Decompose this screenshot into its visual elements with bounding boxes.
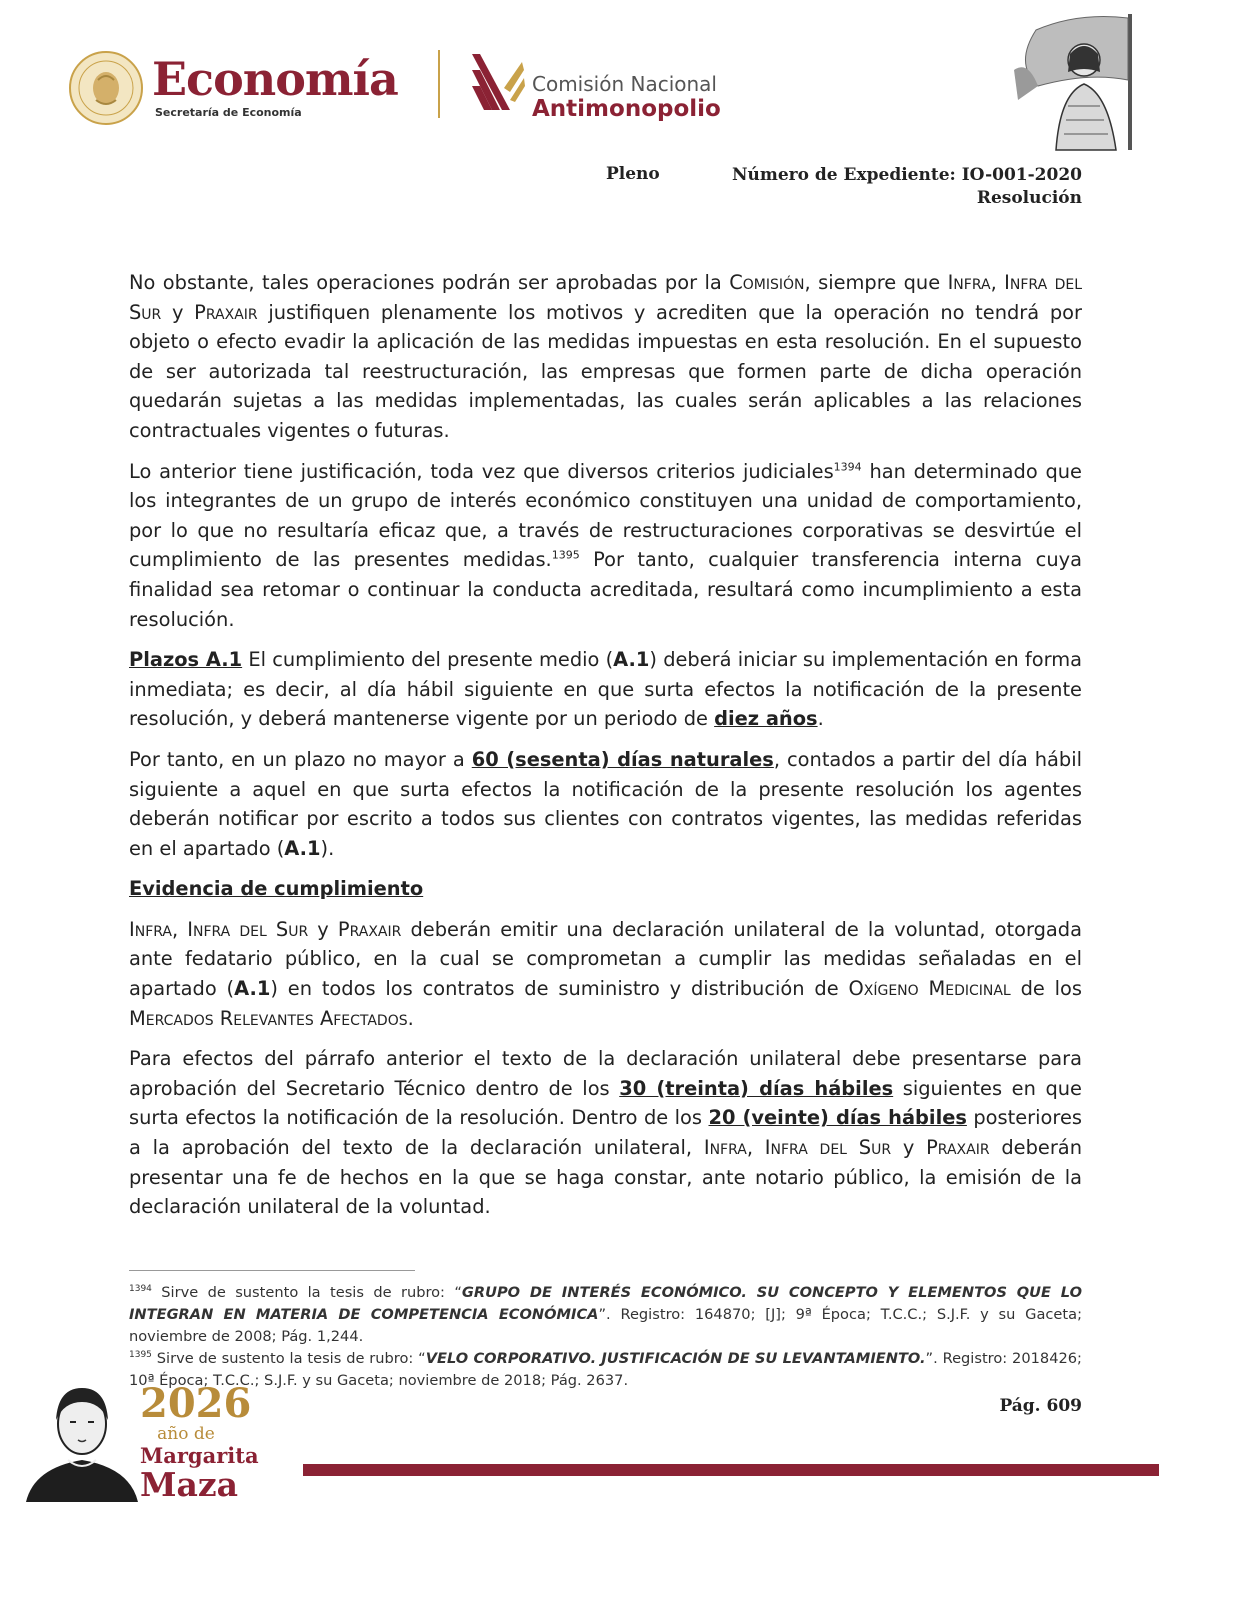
footnote-1395: $^{1395}$ Sirve de sustento la tesis de rubro: “VELO CORPORATIVO. JUSTIFICACIÓN DE SU LEVANTAMIENTO.”. Registro: 2018426; 10ª Época; T.C.C.; S.J.F. y su Gaceta; noviembre de 2018; Pág. 2637. [129,1350,1082,1389]
footnotes [129,1282,1082,1392]
coat-of-arms-seal-icon [68,50,144,126]
paragraph-approval: Para efectos del párrafo anterior el texto de la declaración unilateral debe presentarse para aprobación del Secretario Técnico dentro de los 30 (treinta) días hábiles siguientes en que surta efectos la notificación de la resolución. Dentro de los 20 (veinte) días hábiles posteriores a la aprobación del texto de la declaración unilateral, Infra, Infra del Sur y Praxair deberán presentar una fe de hechos en la que se haga constar, ante notario público, la emisión de la declaración unilateral de la voluntad. [129,1047,1082,1219]
antimonopolio-logo-icon [470,48,526,118]
year-number: 2026 [140,1380,252,1427]
year-legend [140,1380,259,1504]
page-number: Pág. 609 [999,1396,1082,1416]
year-line3: Maza [140,1465,239,1504]
document-body [129,268,1082,1233]
pleno-label: Pleno [606,164,660,184]
footnote-1394: $^{1394}$ Sirve de sustento la tesis de rubro: “GRUPO DE INTERÉS ECONÓMICO. SU CONCEPTO Y ELEMENTOS QUE LO INTEGRAN EN MATERIA DE COMPETENCIA ECONÓMICA”. Registro: 164870; [J]; 9ª Época; T.C.C.; S.J.F. y su Gaceta; noviembre de 2008; Pág. 1,244. [129,1284,1082,1345]
evidencia-heading: Evidencia de cumplimiento [129,877,424,901]
footnote-ref-1395[interactable]: 1395 [551,548,580,562]
commission-name-line1: Comisión Nacional [532,72,717,96]
footer-bar [303,1464,1159,1476]
paragraph-notification: Por tanto, en un plazo no mayor a 60 (sesenta) días naturales, contados a partir del día hábil siguiente a aquel en que surta efectos la notificación de la presente resolución los agentes deberán notificar por escrito a todos sus clientes con contratos vigentes, las medidas referidas en el apartado (A.1). [129,747,1083,860]
footnote-separator [129,1270,415,1271]
year-line2: Margarita [140,1443,259,1468]
economia-title: Economía [152,52,398,106]
paragraph-restructuring: No obstante, tales operaciones podrán ser aprobadas por la Comisión, siempre que Infra, Infra del Sur y Praxair justifiquen plenamente los motivos y acrediten que la operación no tendrá por objeto o efecto evadir la aplicación de las medidas impuestas en esta resolución. En el supuesto de ser autorizada tal reestructuración, las empresas que formen parte de dicha operación quedarán sujetas a las medidas implementadas, las cuales serán aplicables a las relaciones contractuales vigentes o futuras. [129,271,1083,442]
case-info [732,164,1082,210]
case-number: Número de Expediente: IO-001-2020 [731,165,1082,185]
footnote-ref-1394[interactable]: 1394 [833,460,862,474]
header-divider [438,50,440,118]
economia-subtitle: Secretaría de Economía [155,106,302,119]
plazos-heading: Plazos A.1 [129,648,243,672]
resolution-label: Resolución [976,188,1082,208]
paragraph-justification: Lo anterior tiene justificación, toda vez que diversos criterios judiciales$^{1394}$ han determinado que los integrantes de un grupo de interés económico constituyen una unidad de comportamiento, por lo que no resultaría eficaz que, a través de restructuraciones corporativas se desvirtúe el cumplimiento de las presentes medidas.$^{1395}$ Por tanto, cualquier transferencia interna cuya finalidad sea retomar o continuar la conducta acreditada, resultará como incumplimiento a esta resolución. [129,459,1082,631]
heroine-flag-icon [1008,10,1144,152]
page-header [0,0,1236,208]
year-line1: año de [157,1424,215,1444]
paragraph-declaration: Infra, Infra del Sur y Praxair deberán emitir una declaración unilateral de la voluntad, otorgada ante fedatario público, en la cual se comprometan a cumplir las medidas señaladas en el apartado (A.1) en todos los contratos de suministro y distribución de Oxígeno Medicinal de los Mercados Relevantes Afectados. [129,917,1083,1030]
commission-name-line2: Antimonopolio [532,96,721,122]
margarita-maza-portrait-icon [24,1376,140,1502]
paragraph-plazos: Plazos A.1 El cumplimiento del presente medio (A.1) deberá iniciar su implementación en forma inmediata; es decir, al día hábil siguiente en que surta efectos la notificación de la presente resolución, y deberá mantenerse vigente por un periodo de diez años. [129,648,1082,731]
